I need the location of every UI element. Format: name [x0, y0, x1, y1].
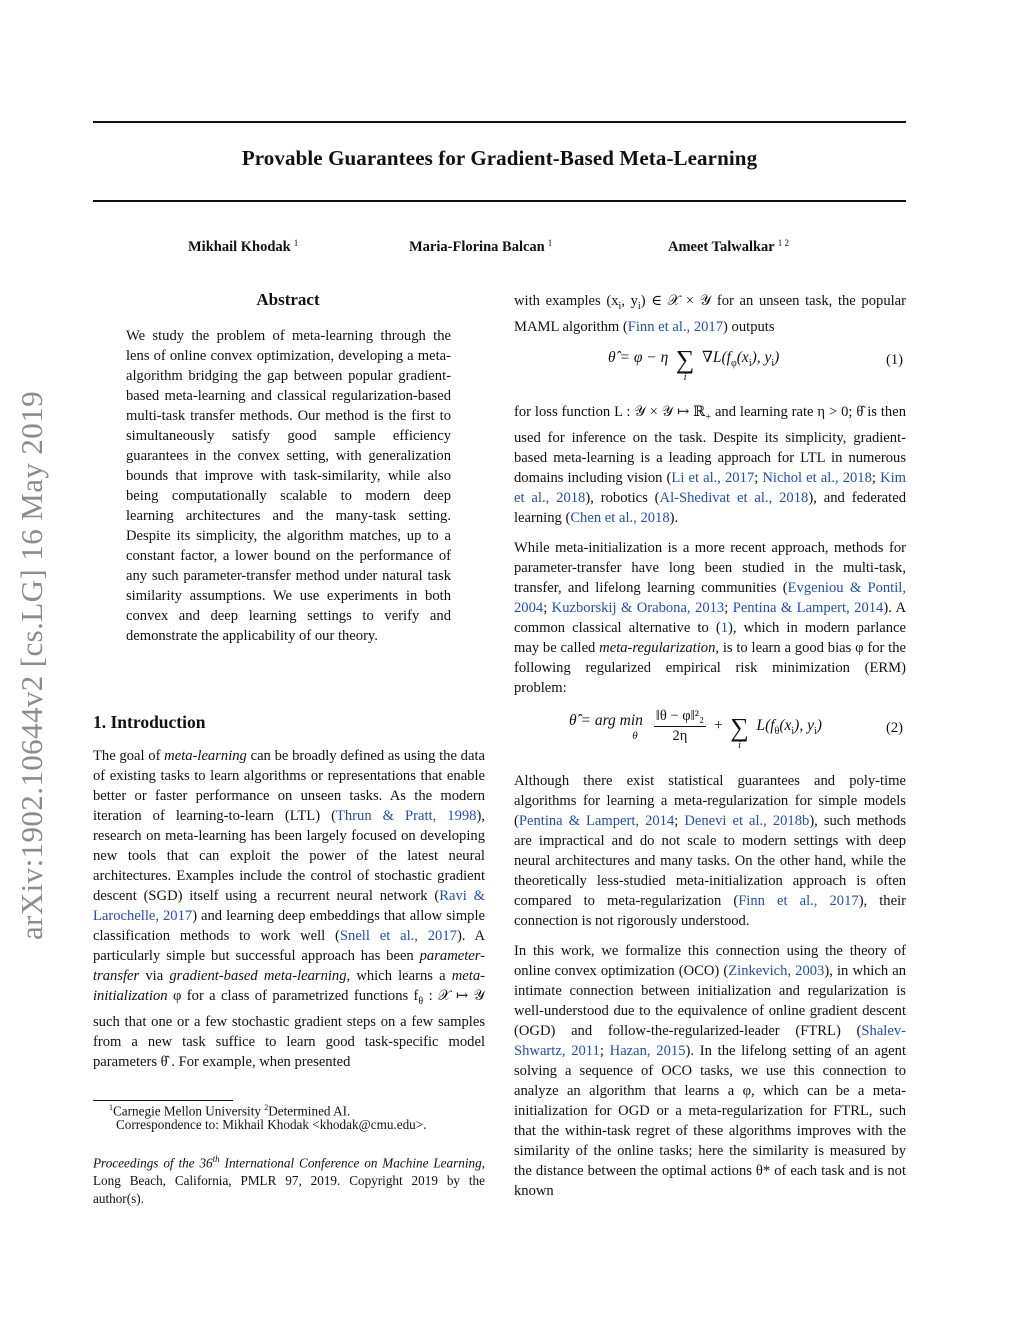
citation-link[interactable]: Al-Shedivat et al., 2018	[659, 489, 809, 506]
summation-symbol: ∑ i	[730, 713, 749, 752]
intro-paragraph: The goal of meta-learning can be broadly defined as using the data of existing tasks to learn algorithms or representations that enable better or faster performance on unseen tasks. As the modern iteration of learning-to-learn (LTL) (Thrun & Pratt, 1998), research on meta-learning has been largely focused on developing new tools that can exploit the power of the latest neural architectures. Examples include the control of stochastic gradient descent (SGD) itself using a recurrent neural network (Ravi & Larochelle, 2017) and learning deep embeddings that allow simple classification methods to work well (Snell et al., 2017). A particularly simple but successful approach has been parameter-transfer via gradient-based meta-learning, which learns a meta-initialization φ for a class of parametrized functions $f_\theta$ : 𝒳 ↦ 𝒴 such that one or a few stochastic gradient steps on a few samples from a new task suffice to learn good task-specific model parameters θ̂ . For example, when presented	[93, 748, 486, 1070]
top-rule	[93, 121, 906, 123]
fraction: $\frac{\text{‖θ − φ‖²₂}}{2\eta}$	[655, 708, 705, 744]
citation-link[interactable]: Snell et al., 2017	[339, 928, 457, 944]
right-column-top	[514, 291, 906, 337]
equation-1: θ̂ = φ − η ∑ i $\nabla L(f_\varphi(x_i)$, $y_i$)	[608, 345, 780, 383]
abstract-text: We study the problem of meta-learning through the lens of online convex optimization, developing a meta-algorithm bridging the gap between popular gradient-based meta-learning and classical regularization-based multi-task transfer methods. Our method is the first to simultaneously satisfy good sample efficiency guarantees in the convex setting, with generalization bounds that improve with task-similarity, while also being computationally scalable to modern deep learning architectures and the many-task setting. Despite its simplicity, the algorithm matches, up to a constant factor, a lower bound on the performance of any such parameter-transfer method under natural task similarity assumptions. We use experiments in both convex and deep learning settings to verify and demonstrate the applicability of our theory.	[126, 328, 451, 644]
intro-column	[93, 746, 485, 1072]
author-name: Ameet Talwalkar	[668, 239, 775, 255]
equation-number: (2)	[886, 720, 904, 736]
equation-2: θ̂ = arg min θ $\frac{\text{‖θ − φ‖²₂}}{2\eta}$ + ∑ i $L(f_\theta(x_i)$, $y_i$)	[569, 708, 822, 752]
citation-link[interactable]: Shalev-Shwartz, 2011	[514, 1023, 906, 1059]
citation-link[interactable]: Kim et al., 2018	[514, 469, 907, 506]
paragraph: for loss function L : 𝒴 × 𝒴 ↦ ℝ$_+$ and learning rate η > 0; θ̂ is then used for inference on the task. Despite its simplicity, gradient-based meta-learning is a leading approach for LTL in numerous domains including vision (Li et al., 2017; Nichol et al., 2018; Kim et al., 2018), robotics (Al-Shedivat et al., 2018), and federated learning (Chen et al., 2018).	[514, 404, 907, 526]
citation-link[interactable]: Finn et al., 2017	[627, 318, 724, 335]
argmin-operator: θ̂ = arg min θ	[569, 712, 643, 743]
citation-link[interactable]: Thrun & Pratt, 1998	[335, 808, 477, 824]
author-2	[409, 238, 552, 256]
abstract-body	[126, 326, 451, 646]
author-3	[668, 238, 789, 256]
citation-link[interactable]: Nichol et al., 2018	[762, 469, 872, 486]
arxiv-stamp: arXiv:1902.10644v2 [cs.LG] 16 May 2019	[14, 390, 49, 940]
citation-link[interactable]: Pentina & Lampert, 2014	[518, 813, 675, 829]
author-affiliation: 1	[293, 238, 299, 248]
author-name: Mikhail Khodak	[188, 239, 291, 255]
citation-link[interactable]: Kuzborskij & Orabona, 2013	[551, 599, 725, 616]
paragraph: While meta-initialization is a more recent approach, methods for parameter-transfer have long been studied in the multi-task, transfer, and lifelong learning communities (Evgeniou & Pontil, 2004; Kuzborskij & Orabona, 2013; Pentina & Lampert, 2014). A common classical alternative to (1), which in modern parlance may be called meta-regularization, is to learn a good bias φ for the following regularized empirical risk minimization (ERM) problem:	[514, 539, 907, 696]
summation-symbol: ∑ i	[675, 345, 695, 383]
citation-link[interactable]: Evgeniou & Pontil, 2004	[514, 579, 906, 616]
citation-link[interactable]: Hazan, 2015	[609, 1043, 686, 1059]
footnote-affiliations: $^1$Carnegie Mellon University $^2$Determined AI.	[109, 1103, 351, 1119]
right-column-middle	[514, 402, 906, 698]
paragraph: Although there exist statistical guarantees and poly-time algorithms for learning a meta-regularization for simple models (Pentina & Lampert, 2014; Denevi et al., 2018b), such methods are impractical and do not scale to modern settings with deep neural architectures and many tasks. On the other hand, while the theoretically less-studied meta-initialization approach is often compared to meta-regularization (Finn et al., 2017), their connection is not rigorously understood.	[514, 773, 907, 929]
citation-link[interactable]: Zinkevich, 2003	[728, 963, 825, 979]
abstract-heading: Abstract	[256, 290, 320, 309]
section-heading-introduction: 1. Introduction	[93, 712, 206, 732]
paragraph: In this work, we formalize this connection using the theory of online convex optimization (OCO) (Zinkevich, 2003), in which an intimate connection between initialization and regularization is well-understood due to the equivalence of online gradient descent (OGD) and follow-the-regularized-leader (FTRL) (Shalev-Shwartz, 2011; Hazan, 2015). In the lifelong setting of an agent solving a sequence of OCO tasks, we use this connection to analyze an algorithm that learns a φ, which can be a meta-initialization for OGD or a meta-regularization for FTRL, such that the within-task regret of these algorithms improves with the similarity of the online tasks; here the similarity is measured by the distance between the optimal actions θ* of each task and is not known	[514, 943, 906, 1199]
footnote-correspondence: Correspondence to: Mikhail Khodak <khodak@cmu.edu>.	[116, 1117, 427, 1132]
citation-link[interactable]: Chen et al., 2018	[570, 509, 670, 526]
author-affiliation: 1	[547, 238, 553, 248]
author-name: Maria-Florina Balcan	[409, 239, 545, 255]
right-column-bottom	[514, 771, 906, 1201]
author-affiliation: 1 2	[777, 238, 789, 248]
citation-link[interactable]: Li et al., 2017	[671, 469, 755, 486]
equation-reference-link[interactable]: 1	[720, 619, 729, 636]
paper-title: Provable Guarantees for Gradient-Based Meta-Learning	[241, 146, 758, 170]
citation-link[interactable]: Ravi & Larochelle, 2017	[93, 888, 485, 924]
equation-number: (1)	[886, 352, 904, 368]
citation-link[interactable]: Finn et al., 2017	[738, 893, 859, 909]
title-bottom-rule	[93, 200, 906, 202]
proceedings-note: Proceedings of the 36th International Conference on Machine Learning, Long Beach, California, PMLR 97, 2019. Copyright 2019 by the author(s).	[93, 1154, 485, 1207]
citation-link[interactable]: Pentina & Lampert, 2014	[732, 599, 884, 616]
citation-link[interactable]: Denevi et al., 2018b	[684, 813, 810, 829]
paragraph: with examples ($x_i$, $y_i$) ∈ 𝒳 × 𝒴 for an unseen task, the popular MAML algorithm (Finn et al., 2017) outputs	[514, 293, 907, 335]
author-1	[188, 238, 298, 256]
